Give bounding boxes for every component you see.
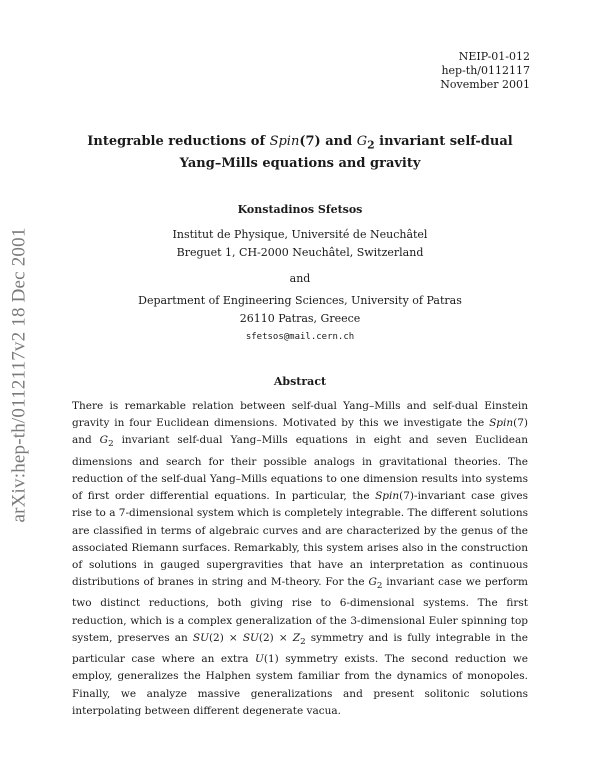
abstract-text-run: (7) and (72, 417, 528, 447)
author-email: sfetsos@mail.cern.ch (245, 332, 355, 342)
abstract-math: SU (192, 631, 209, 644)
affiliation-line: Breguet 1, CH-2000 Neuchâtel, Switzerland (176, 246, 424, 259)
abstract-text-run: There is remarkable relation between self-dual Yang–Mills and self-dual Einstein gravity in four Euclidean dimensions. Motivated by this we investigate the (72, 400, 528, 430)
title-subscript: 2 (367, 138, 375, 152)
archive-id: hep-th/0112117 (441, 64, 530, 77)
affiliation-1 (0, 226, 600, 262)
affiliation-line: Institut de Physique, Université de Neuchâtel (172, 228, 428, 241)
affiliation-line: Department of Engineering Sciences, University of Patras (138, 294, 462, 307)
arxiv-stamp-text: arXiv:hep-th/0112117v2 18 Dec 2001 (9, 227, 30, 523)
abstract-text-run: symmetry and is fully integrable in the particular case where an extra (72, 631, 528, 666)
abstract-text-run: invariant self-dual Yang–Mills equations in eight and seven Euclidean dimensions and search for their possible analogs in gravitational theories. The reduction of the self-dual Yang–Mills equations to one dimension results into systems of first order differential equations. In particular, the (72, 434, 528, 503)
abstract-math: Z (292, 631, 301, 644)
report-number: NEIP-01-012 (458, 50, 530, 63)
title-part: invariant self-dual (374, 134, 513, 149)
abstract-math: Spin (489, 417, 514, 430)
abstract-text-run: (2) × (258, 631, 293, 644)
title-part: Integrable reductions of (87, 134, 270, 149)
report-date: November 2001 (440, 78, 530, 91)
abstract-text-run: invariant case we perform two distinct reductions, both giving rise to 6-dimensional systems. The first reduction, which is a complex generalization of the 3-dimensional Euler spinning top system, preserves an (72, 576, 528, 644)
abstract-math: U (255, 653, 264, 666)
title-math: Spin (269, 134, 300, 149)
title-math: G (356, 134, 368, 149)
affiliation-line: 26110 Patras, Greece (239, 312, 361, 325)
abstract-math: SU (242, 631, 259, 644)
abstract-math: G (99, 434, 109, 447)
abstract-text-run: (1) symmetry exists. The second reduction we employ, generalizes the Halphen system familiar from the dynamics of monopoles. Finally, we analyze massive generalizations and present solitonic solutions interpolating between different degenerate vacua. (72, 653, 528, 717)
title-part: (7) and (299, 134, 357, 149)
abstract-heading: Abstract (273, 375, 327, 388)
abstract-text-run: (2) × (208, 631, 243, 644)
abstract-text (72, 398, 528, 720)
abstract-subscript: 2 (300, 636, 306, 647)
title-part: Yang–Mills equations and gravity (179, 155, 421, 171)
abstract-math: Spin (375, 490, 400, 503)
abstract-text-run: (7)-invariant case gives rise to a 7-dimensional system which is completely integrable. The different solutions are classified in terms of algebraic curves and are characterized by the genus of the associated Riemann surfaces. Remarkably, this system arises also in the construction of solutions in gauged supergravities that have an interpretation as continuous distributions of branes in string and M-theory. For the (72, 490, 528, 589)
and-text: and (289, 272, 311, 285)
abstract-math: G (368, 576, 377, 589)
author-name: Konstadinos Sfetsos (237, 203, 363, 216)
abstract-subscript: 2 (108, 439, 114, 450)
paper-title (60, 133, 540, 173)
abstract-subscript: 2 (376, 581, 383, 592)
report-info (440, 50, 530, 92)
affiliation-2 (0, 292, 600, 346)
